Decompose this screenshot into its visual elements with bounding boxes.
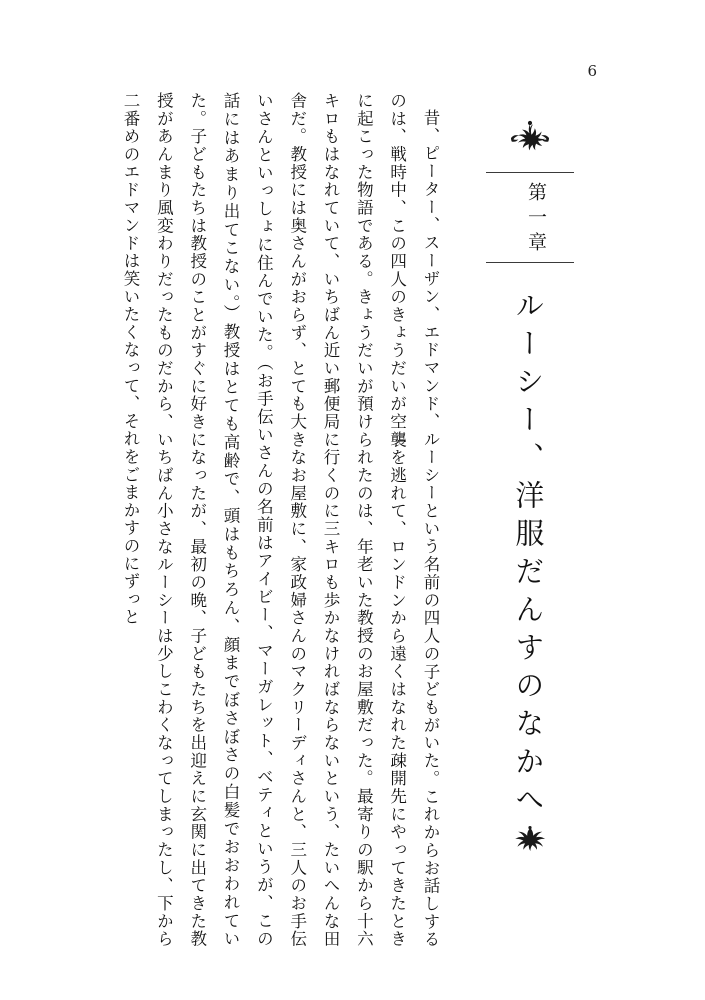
chapter-title: ルーシー、洋服だんすのなかへ bbox=[511, 290, 546, 822]
chapter-rule-top bbox=[486, 172, 574, 173]
floral-ornament-bottom-icon bbox=[495, 826, 565, 856]
body-text bbox=[62, 92, 447, 948]
floral-ornament-icon bbox=[495, 120, 565, 154]
paragraph: 昔、ピーター、スーザン、エドマンド、ルーシーという名前の四人の子どもがいた。これからお話しするのは、戦時中、この四人のきょうだいが空襲を逃れて、ロンドンから遠くはなれた疎開先にやってきたときに起こった物語である。きょうだいが預けられたのは、年老いた教授のお屋敷だった。最寄りの駅から十六キロもはなれていて、いちばん近い郵便局に行くのに三キロも歩かなければならないという、たいへんな田舎だ。教授には奥さんがおらず、とても大きなお屋敷に、家政婦さんのマクリーディさんと、三人のお手伝いさんといっしょに住んでいた。（お手伝いさんの名前はアイビー、マーガレット、ベティというが、この話にはあまり出てこない。）教授はとても高齢で、頭はもちろん、顔までぼさぼさの白髪でおおわれていた。子どもたちは教授のことがすぐに好きになったが、最初の晩、子どもたちを出迎えに玄関に出てきた教授があんまり風変わりだったものだから、いちばん小さなルーシーは少しこわくなってしまったし、下から二番めのエドマンドは笑いたくなって、それをごまかすのにずっと bbox=[121, 92, 440, 948]
chapter-label: 第一章 bbox=[525, 182, 547, 257]
chapter-heading-area bbox=[465, 110, 595, 940]
chapter-rule-bottom bbox=[486, 262, 574, 263]
page-number: 6 bbox=[587, 62, 597, 80]
